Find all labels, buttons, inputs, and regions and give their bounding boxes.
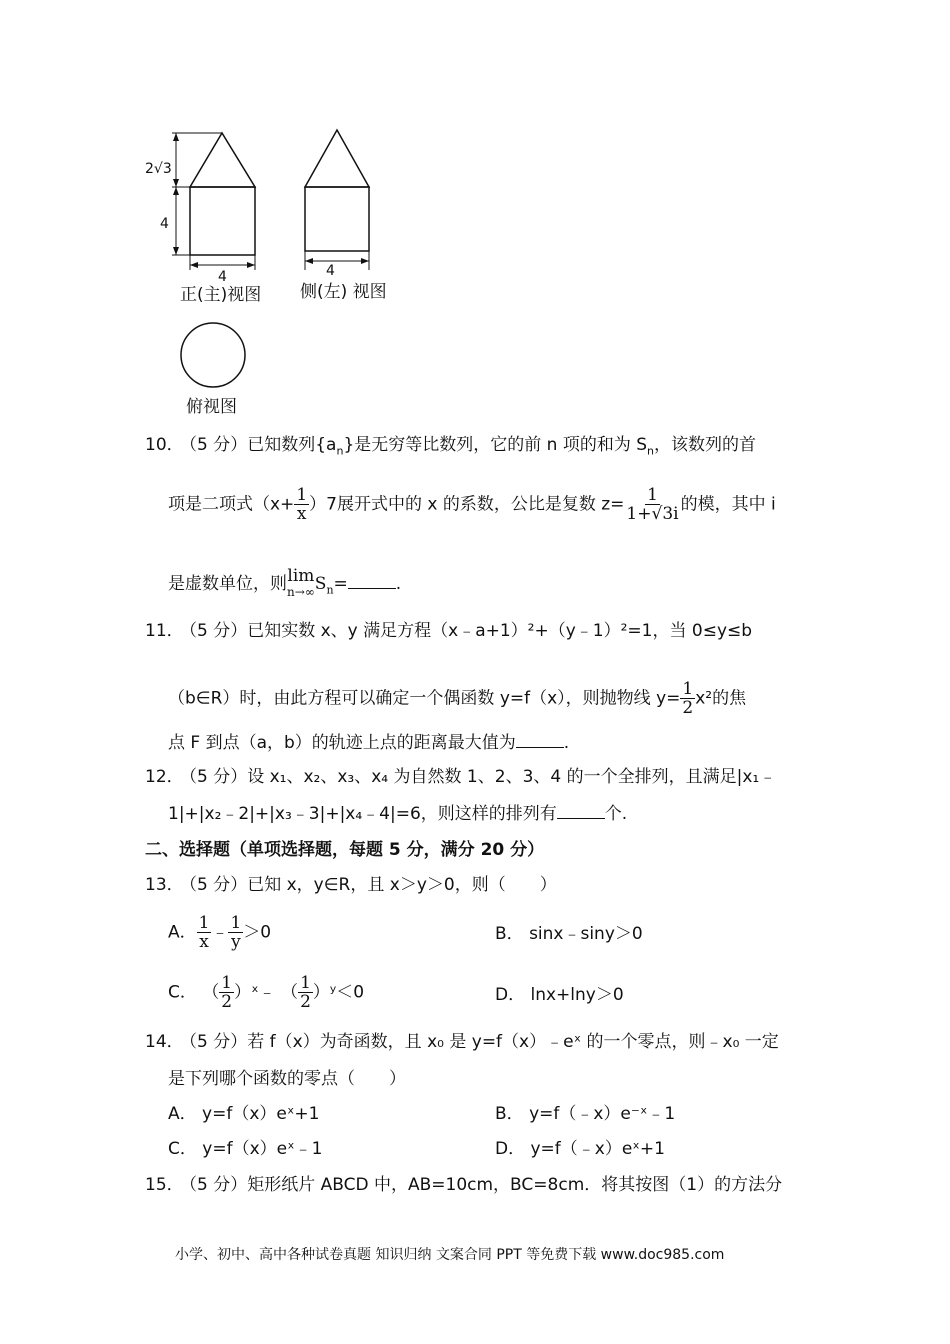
q14-option-a[interactable]: A． y=f（x）eˣ+1 (168, 1104, 320, 1124)
q13-option-c[interactable]: C． （ $\frac{1}{2}$ ）ˣ﹣ （ $\frac{1}{2}$ ）ʸ＜0 (168, 973, 365, 1012)
q12-line2: 1|+|x₂﹣2|+|x₃﹣3|+|x₄﹣4|=6，则这样的排列有 个. (168, 804, 628, 824)
q14-line1: （5 分）若 f（x）为奇函数，且 x₀ 是 y=f（x）﹣eˣ 的一个零点，则﹣x₀ 一定 (180, 1032, 779, 1052)
dim-side-width: 4 (326, 263, 335, 279)
front-view-caption: 正(主)视图 (180, 285, 262, 305)
q15-line1: （5 分）矩形纸片 ABCD 中，AB=10cm，BC=8cm．将其按图（1）的方法分 (180, 1175, 783, 1195)
q12-number: 12． (145, 767, 184, 787)
q11-frac-half: $\frac{1}{2}$ (682, 679, 694, 718)
q14-option-c[interactable]: C． y=f（x）eˣ﹣1 (168, 1139, 323, 1159)
section-2-heading: 二、选择题（单项选择题，每题 5 分，满分 20 分） (145, 840, 545, 860)
top-view-circle (181, 323, 245, 387)
q13-number: 13． (145, 875, 184, 895)
front-view-triangle (190, 133, 255, 187)
dim-front-width: 4 (218, 269, 227, 285)
q11-line1: （5 分）已知实数 x、y 满足方程（x﹣a+1）²+（y﹣1）²=1，当 0≤y≤b (180, 621, 753, 641)
q10-answer-blank[interactable] (348, 574, 396, 589)
q10-number: 10． (145, 435, 184, 455)
q12-line1: （5 分）设 x₁、x₂、x₃、x₄ 为自然数 1、2、3、4 的一个全排列，且满足|x₁﹣ (180, 767, 777, 787)
q13-option-d[interactable]: D． lnx+lny＞0 (495, 985, 624, 1005)
q13-option-a[interactable]: A． $\frac{1}{x}$ ﹣ $\frac{1}{y}$ ＞0 (168, 913, 272, 952)
q14-option-b[interactable]: B． y=f（﹣x）e⁻ˣ﹣1 (495, 1104, 676, 1124)
dim-rect-height: 4 (160, 216, 169, 232)
q10-line1: （5 分）已知数列$\{a_n\}$是无穷等比数列，它的前 n 项的和为 $S_n$，该数列的首 (180, 435, 757, 458)
front-view (172, 133, 255, 270)
side-view-triangle (305, 130, 369, 187)
side-view-rect (305, 187, 369, 251)
q12-answer-blank[interactable] (557, 804, 605, 819)
q11-number: 11． (145, 621, 184, 641)
dim-tri-height: 2√3 (145, 161, 172, 177)
q10-frac-1-over-x: $\frac{1}{x}$ (296, 485, 308, 524)
side-view-caption: 侧(左) 视图 (300, 282, 387, 302)
q10-line3: 是虚数单位，则 lim n→∞ $S_n=$ . (168, 566, 402, 599)
front-view-square (190, 187, 255, 255)
q13-stem: （5 分）已知 x，y∈R，且 x＞y＞0，则（ ） (180, 875, 557, 895)
q10-frac-complex: $\frac{1}{1+√3i}$ (626, 485, 679, 524)
q10-line2: 项是二项式（x+ $\frac{1}{x}$ ）7展开式中的 x 的系数，公比是复数 z= $\frac{1}{1+√3i}$ 的模，其中 i (168, 485, 776, 524)
three-view-figure (140, 125, 420, 420)
q14-line2: 是下列哪个函数的零点（ ） (168, 1069, 406, 1089)
page-footer: 小学、初中、高中各种试卷真题 知识归纳 文案合同 PPT 等免费下载 www.doc985.com (175, 1247, 725, 1263)
q11-line2: （b∈R）时，由此方程可以确定一个偶函数 y=f（x），则抛物线 y= $\frac{1}{2}$ x²的焦 (168, 679, 747, 718)
q11-answer-blank[interactable] (516, 733, 564, 748)
q10-limit: lim n→∞ (287, 566, 315, 599)
side-view (305, 130, 369, 270)
q13-option-b[interactable]: B． sinx﹣siny＞0 (495, 924, 643, 944)
q15-number: 15． (145, 1175, 184, 1195)
q11-line3: 点 F 到点（a，b）的轨迹上点的距离最大值为 . (168, 733, 570, 753)
top-view-caption: 俯视图 (186, 397, 237, 417)
q14-option-d[interactable]: D． y=f（﹣x）eˣ+1 (495, 1139, 665, 1159)
q14-number: 14． (145, 1032, 184, 1052)
